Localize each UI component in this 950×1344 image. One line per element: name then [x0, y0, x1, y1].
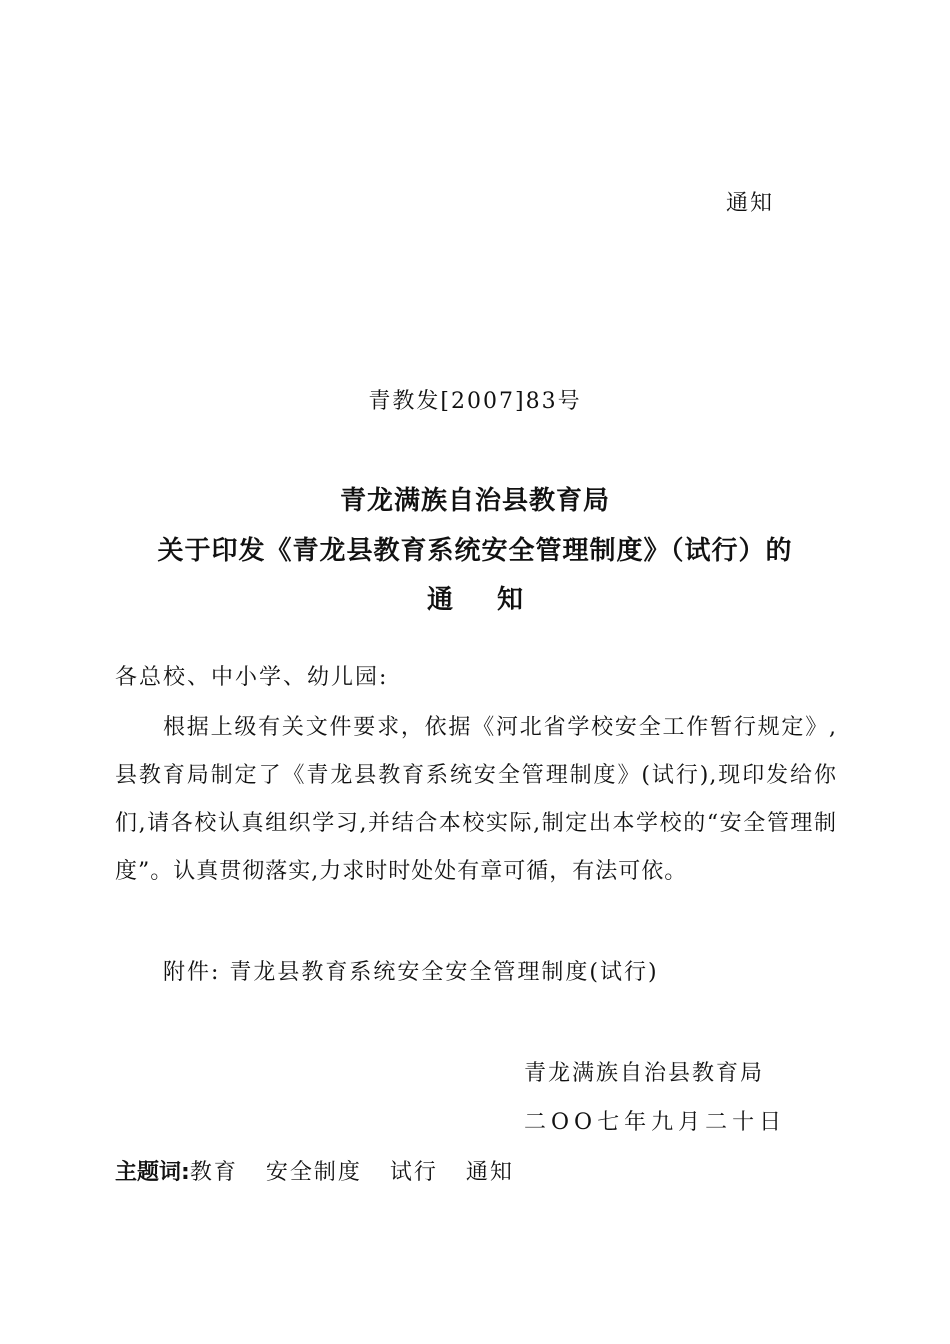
issue-date: 二OO七年九月二十日	[524, 1110, 787, 1135]
title-line-3-char-1: 通	[426, 585, 453, 615]
issuer-signature: 青龙满族自治县教育局	[524, 1061, 765, 1086]
keyword: 通知	[465, 1160, 514, 1185]
document-number: 青教发[2007]83号	[368, 389, 582, 414]
title-line-3-char-2: 知	[497, 585, 524, 615]
salutation: 各总校、中小学、幼儿园:	[115, 665, 389, 690]
attachment-line: 附件: 青龙县教育系统安全安全管理制度(试行)	[163, 960, 659, 985]
title-line-1: 青龙满族自治县教育局	[339, 486, 610, 516]
keyword: 教育	[189, 1160, 238, 1185]
title-line-2: 关于印发《青龙县教育系统安全管理制度》（试行）的	[157, 536, 793, 566]
keyword: 试行	[389, 1160, 438, 1185]
keywords-label: 主题词:	[115, 1160, 190, 1185]
keyword: 安全制度	[265, 1160, 362, 1185]
keywords-line	[115, 1155, 514, 1186]
header-note: 通知	[725, 191, 774, 216]
body-paragraph: 根据上级有关文件要求，依据《河北省学校安全工作暂行规定》,县教育局制定了《青龙县教育系统安全管理制度》(试行),现印发给你们,请各校认真组织学习,并结合本校实际,制定出本学校的“安全管理制度”。认真贯彻落实,力求时时处处有章可循，有法可依。	[115, 715, 837, 884]
title-line-3	[0, 579, 950, 616]
